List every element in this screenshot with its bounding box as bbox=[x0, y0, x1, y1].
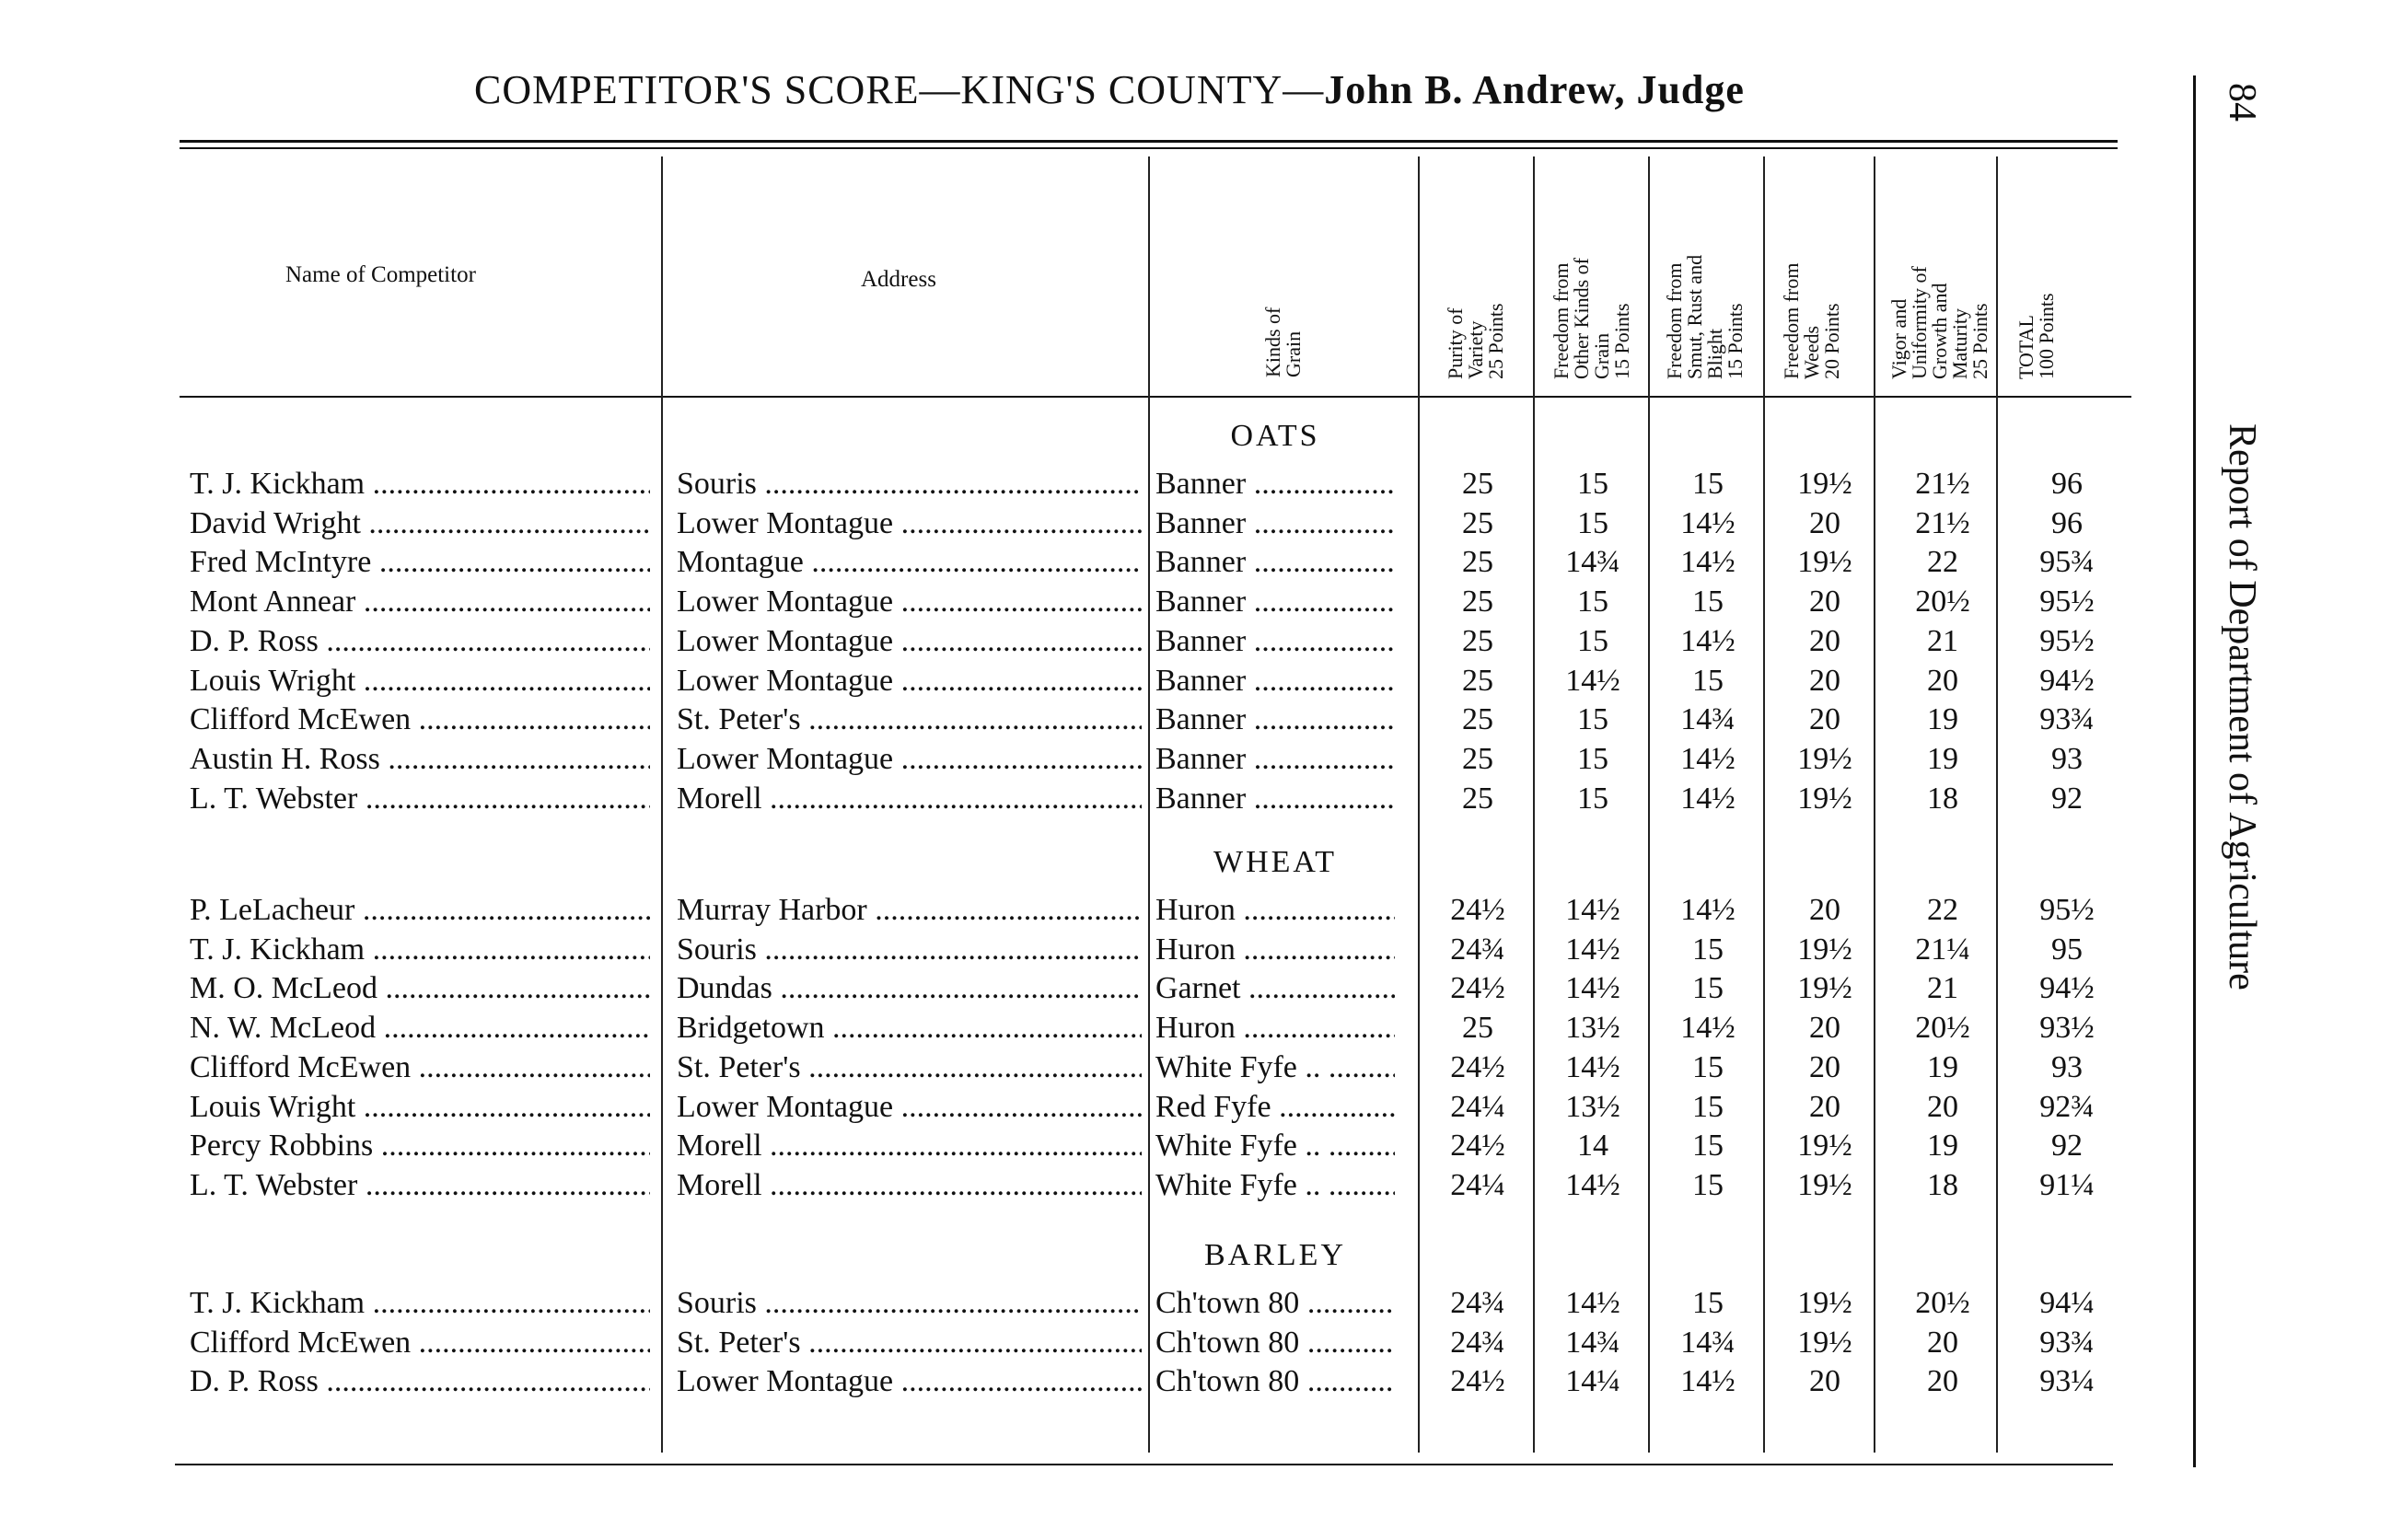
table-row bbox=[0, 1011, 2118, 1049]
competitor-address: St. Peter's ..... bbox=[677, 1326, 1142, 1361]
score-total: 95½ bbox=[2039, 893, 2095, 927]
score-purity: 25 bbox=[1462, 702, 1493, 737]
score-weeds: 20 bbox=[1809, 1089, 1840, 1124]
page-number: 84 bbox=[2221, 83, 2263, 122]
score-vigor: 21½ bbox=[1915, 467, 1970, 501]
score-total: 95 bbox=[2051, 932, 2083, 967]
competitor-name: N. W. McLeod ..... bbox=[190, 1011, 650, 1046]
score-vigor: 19 bbox=[1927, 702, 1958, 737]
grain-kind: Banner ..... bbox=[1155, 467, 1395, 502]
score-purity: 25 bbox=[1462, 741, 1493, 776]
score-other-kinds: 14½ bbox=[1565, 971, 1620, 1006]
header-name: Name of Competitor bbox=[285, 262, 476, 287]
score-total: 92 bbox=[2051, 1129, 2083, 1164]
competitor-address: Bridgetown ..... bbox=[677, 1011, 1142, 1046]
score-total: 96 bbox=[2051, 505, 2083, 540]
score-purity: 24¼ bbox=[1450, 1089, 1505, 1124]
score-total: 93 bbox=[2051, 741, 2083, 776]
score-vigor: 20½ bbox=[1915, 1286, 1970, 1320]
grain-kind: Banner ..... bbox=[1155, 624, 1395, 659]
score-weeds: 20 bbox=[1809, 893, 1840, 927]
score-smut: 14½ bbox=[1680, 893, 1736, 927]
score-smut: 14½ bbox=[1680, 741, 1736, 776]
grain-kind: Banner ..... bbox=[1155, 506, 1395, 541]
score-other-kinds: 15 bbox=[1577, 781, 1608, 816]
competitor-address: Lower Montague ..... bbox=[677, 742, 1142, 777]
grain-kind: Huron ..... bbox=[1155, 1011, 1395, 1046]
competitor-address: Murray Harbor ..... bbox=[677, 893, 1142, 928]
score-weeds: 19½ bbox=[1797, 467, 1852, 501]
table-row bbox=[0, 1364, 2118, 1403]
score-total: 93½ bbox=[2039, 1011, 2095, 1046]
table-row bbox=[0, 1168, 2118, 1207]
competitor-name: Fred McIntyre ..... bbox=[190, 545, 650, 580]
table-row bbox=[0, 1050, 2118, 1089]
score-weeds: 20 bbox=[1809, 623, 1840, 658]
grain-kind: White Fyfe .. ..... bbox=[1155, 1129, 1395, 1164]
competitor-address: Lower Montague ..... bbox=[677, 506, 1142, 541]
score-weeds: 19½ bbox=[1797, 1325, 1852, 1360]
section-heading: OATS bbox=[1230, 419, 1320, 453]
score-vigor: 21 bbox=[1927, 623, 1958, 658]
score-vigor: 20½ bbox=[1915, 585, 1970, 619]
score-weeds: 20 bbox=[1809, 1049, 1840, 1084]
score-smut: 15 bbox=[1692, 663, 1724, 698]
score-total: 92 bbox=[2051, 781, 2083, 816]
header-top-rule bbox=[180, 140, 2118, 143]
grain-kind: Banner ..... bbox=[1155, 664, 1395, 699]
score-other-kinds: 14½ bbox=[1565, 1286, 1620, 1320]
grain-kind: White Fyfe .. ..... bbox=[1155, 1050, 1395, 1085]
competitor-address: Souris ..... bbox=[677, 1286, 1142, 1321]
score-smut: 15 bbox=[1692, 1129, 1724, 1164]
score-weeds: 19½ bbox=[1797, 545, 1852, 580]
score-total: 93¼ bbox=[2039, 1364, 2095, 1399]
score-weeds: 20 bbox=[1809, 585, 1840, 619]
score-total: 94¼ bbox=[2039, 1286, 2095, 1320]
competitor-name: Clifford McEwen ..... bbox=[190, 1326, 650, 1361]
score-weeds: 20 bbox=[1809, 663, 1840, 698]
running-head bbox=[2210, 83, 2274, 1464]
header-total: TOTAL 100 Points bbox=[2014, 293, 2058, 379]
score-smut: 14½ bbox=[1680, 623, 1736, 658]
score-smut: 14½ bbox=[1680, 505, 1736, 540]
competitor-address: Morell ..... bbox=[677, 1168, 1142, 1203]
table-row bbox=[0, 664, 2118, 702]
score-other-kinds: 15 bbox=[1577, 741, 1608, 776]
report-title: Report of Department of Agriculture bbox=[2221, 423, 2263, 990]
header-freedom-smut: Freedom from Smut, Rust and Blight 15 Points bbox=[1663, 254, 1747, 379]
competitor-address: Souris ..... bbox=[677, 467, 1142, 502]
competitor-name: P. LeLacheur ..... bbox=[190, 893, 650, 928]
competitor-name: T. J. Kickham ..... bbox=[190, 467, 650, 502]
grain-kind: Huron ..... bbox=[1155, 893, 1395, 928]
score-smut: 14½ bbox=[1680, 1364, 1736, 1399]
title-main: COMPETITOR'S SCORE—KING'S COUNTY— bbox=[474, 67, 1325, 112]
score-weeds: 19½ bbox=[1797, 741, 1852, 776]
score-total: 95¾ bbox=[2039, 545, 2095, 580]
score-purity: 24¾ bbox=[1450, 1325, 1505, 1360]
score-purity: 25 bbox=[1462, 467, 1493, 501]
header-freedom-other-kinds: Freedom from Other Kinds of Grain 15 Points bbox=[1550, 258, 1633, 379]
score-smut: 15 bbox=[1692, 932, 1724, 967]
score-total: 94½ bbox=[2039, 971, 2095, 1006]
grain-kind: Red Fyfe ..... bbox=[1155, 1090, 1395, 1125]
margin-rule bbox=[2193, 75, 2196, 1467]
score-weeds: 19½ bbox=[1797, 1129, 1852, 1164]
competitor-address: Morell ..... bbox=[677, 782, 1142, 816]
score-other-kinds: 14½ bbox=[1565, 1049, 1620, 1084]
table-row bbox=[0, 585, 2118, 623]
competitor-address: Morell ..... bbox=[677, 1129, 1142, 1164]
score-purity: 24½ bbox=[1450, 1049, 1505, 1084]
grain-kind: Ch'town 80 ..... bbox=[1155, 1286, 1395, 1321]
competitor-address: St. Peter's ..... bbox=[677, 1050, 1142, 1085]
score-purity: 24¾ bbox=[1450, 1286, 1505, 1320]
score-vigor: 20 bbox=[1927, 663, 1958, 698]
title-judge: John B. Andrew, Judge bbox=[1324, 67, 1745, 112]
competitor-address: Lower Montague ..... bbox=[677, 1090, 1142, 1125]
grain-kind: Ch'town 80 ..... bbox=[1155, 1326, 1395, 1361]
score-purity: 25 bbox=[1462, 663, 1493, 698]
score-other-kinds: 13½ bbox=[1565, 1089, 1620, 1124]
competitor-address: Souris ..... bbox=[677, 932, 1142, 967]
score-other-kinds: 15 bbox=[1577, 702, 1608, 737]
score-total: 93¾ bbox=[2039, 1325, 2095, 1360]
header-address: Address bbox=[861, 267, 936, 292]
table-row bbox=[0, 545, 2118, 584]
competitor-name: L. T. Webster ..... bbox=[190, 782, 650, 816]
score-total: 94½ bbox=[2039, 663, 2095, 698]
competitor-name: Clifford McEwen ..... bbox=[190, 1050, 650, 1085]
score-vigor: 20 bbox=[1927, 1364, 1958, 1399]
competitor-name: T. J. Kickham ..... bbox=[190, 1286, 650, 1321]
score-vigor: 18 bbox=[1927, 781, 1958, 816]
score-weeds: 20 bbox=[1809, 505, 1840, 540]
table-row bbox=[0, 467, 2118, 505]
competitor-address: Lower Montague ..... bbox=[677, 585, 1142, 619]
score-other-kinds: 14¾ bbox=[1565, 545, 1620, 580]
grain-kind: Huron ..... bbox=[1155, 932, 1395, 967]
score-other-kinds: 15 bbox=[1577, 585, 1608, 619]
competitor-address: Dundas ..... bbox=[677, 971, 1142, 1006]
score-weeds: 19½ bbox=[1797, 1167, 1852, 1202]
table-row bbox=[0, 702, 2118, 741]
score-weeds: 19½ bbox=[1797, 932, 1852, 967]
score-other-kinds: 15 bbox=[1577, 467, 1608, 501]
score-other-kinds: 14½ bbox=[1565, 932, 1620, 967]
score-total: 91¼ bbox=[2039, 1167, 2095, 1202]
score-purity: 25 bbox=[1462, 1011, 1493, 1046]
competitor-name: Percy Robbins ..... bbox=[190, 1129, 650, 1164]
table-bottom-rule bbox=[175, 1464, 2113, 1465]
grain-kind: White Fyfe .. ..... bbox=[1155, 1168, 1395, 1203]
table-row bbox=[0, 1286, 2118, 1325]
score-smut: 14¾ bbox=[1680, 702, 1736, 737]
score-vigor: 21½ bbox=[1915, 505, 1970, 540]
score-total: 93¾ bbox=[2039, 702, 2095, 737]
score-other-kinds: 14½ bbox=[1565, 663, 1620, 698]
grain-kind: Banner ..... bbox=[1155, 742, 1395, 777]
score-vigor: 21¼ bbox=[1915, 932, 1970, 967]
competitor-name: M. O. McLeod ..... bbox=[190, 971, 650, 1006]
section-heading: WHEAT bbox=[1213, 845, 1337, 879]
competitor-address: Montague ..... bbox=[677, 545, 1142, 580]
score-vigor: 19 bbox=[1927, 1129, 1958, 1164]
score-other-kinds: 13½ bbox=[1565, 1011, 1620, 1046]
competitor-name: L. T. Webster ..... bbox=[190, 1168, 650, 1203]
table-row bbox=[0, 932, 2118, 971]
competitor-address: St. Peter's ..... bbox=[677, 702, 1142, 737]
score-purity: 25 bbox=[1462, 623, 1493, 658]
score-vigor: 22 bbox=[1927, 545, 1958, 580]
score-vigor: 20½ bbox=[1915, 1011, 1970, 1046]
competitor-address: Lower Montague ..... bbox=[677, 624, 1142, 659]
score-other-kinds: 14½ bbox=[1565, 893, 1620, 927]
score-purity: 25 bbox=[1462, 545, 1493, 580]
page-title bbox=[474, 66, 1910, 113]
score-weeds: 20 bbox=[1809, 702, 1840, 737]
header-kinds-of-grain: Kinds of Grain bbox=[1261, 307, 1305, 377]
score-smut: 15 bbox=[1692, 1049, 1724, 1084]
score-purity: 24½ bbox=[1450, 1364, 1505, 1399]
competitor-name: D. P. Ross ..... bbox=[190, 1364, 650, 1399]
score-purity: 25 bbox=[1462, 505, 1493, 540]
grain-kind: Banner ..... bbox=[1155, 702, 1395, 737]
score-other-kinds: 14¼ bbox=[1565, 1364, 1620, 1399]
score-smut: 15 bbox=[1692, 1089, 1724, 1124]
grain-kind: Banner ..... bbox=[1155, 545, 1395, 580]
competitor-name: David Wright ..... bbox=[190, 506, 650, 541]
competitor-name: Louis Wright ..... bbox=[190, 664, 650, 699]
score-total: 92¾ bbox=[2039, 1089, 2095, 1124]
score-other-kinds: 14¾ bbox=[1565, 1325, 1620, 1360]
score-purity: 24¼ bbox=[1450, 1167, 1505, 1202]
score-total: 93 bbox=[2051, 1049, 2083, 1084]
score-purity: 25 bbox=[1462, 585, 1493, 619]
score-other-kinds: 15 bbox=[1577, 623, 1608, 658]
competitor-address: Lower Montague ..... bbox=[677, 1364, 1142, 1399]
section-heading: BARLEY bbox=[1204, 1238, 1346, 1272]
score-weeds: 19½ bbox=[1797, 971, 1852, 1006]
header-freedom-weeds: Freedom from Weeds 20 Points bbox=[1780, 262, 1843, 379]
table-row bbox=[0, 971, 2118, 1010]
score-smut: 14½ bbox=[1680, 545, 1736, 580]
grain-kind: Ch'town 80 ..... bbox=[1155, 1364, 1395, 1399]
score-smut: 15 bbox=[1692, 971, 1724, 1006]
score-total: 96 bbox=[2051, 467, 2083, 501]
table-row bbox=[0, 1326, 2118, 1364]
table-row bbox=[0, 742, 2118, 781]
competitor-name: Austin H. Ross ..... bbox=[190, 742, 650, 777]
score-weeds: 19½ bbox=[1797, 1286, 1852, 1320]
competitor-name: Mont Annear ..... bbox=[190, 585, 650, 619]
score-vigor: 22 bbox=[1927, 893, 1958, 927]
competitor-name: D. P. Ross ..... bbox=[190, 624, 650, 659]
grain-kind: Banner ..... bbox=[1155, 585, 1395, 619]
score-smut: 14¾ bbox=[1680, 1325, 1736, 1360]
score-purity: 24½ bbox=[1450, 893, 1505, 927]
score-total: 95½ bbox=[2039, 585, 2095, 619]
score-smut: 14½ bbox=[1680, 1011, 1736, 1046]
score-vigor: 20 bbox=[1927, 1325, 1958, 1360]
grain-kind: Garnet ..... bbox=[1155, 971, 1395, 1006]
competitor-name: Clifford McEwen ..... bbox=[190, 702, 650, 737]
score-weeds: 19½ bbox=[1797, 781, 1852, 816]
table-row bbox=[0, 1090, 2118, 1129]
score-other-kinds: 14½ bbox=[1565, 1167, 1620, 1202]
score-purity: 24½ bbox=[1450, 1129, 1505, 1164]
score-total: 95½ bbox=[2039, 623, 2095, 658]
score-vigor: 18 bbox=[1927, 1167, 1958, 1202]
table-row bbox=[0, 506, 2118, 545]
competitor-name: Louis Wright ..... bbox=[190, 1090, 650, 1125]
score-vigor: 19 bbox=[1927, 741, 1958, 776]
score-vigor: 19 bbox=[1927, 1049, 1958, 1084]
table-row bbox=[0, 782, 2118, 820]
score-smut: 15 bbox=[1692, 585, 1724, 619]
competitor-address: Lower Montague ..... bbox=[677, 664, 1142, 699]
score-weeds: 20 bbox=[1809, 1011, 1840, 1046]
header-vigor: Vigor and Uniformity of Growth and Maturity 25 Points bbox=[1887, 266, 1991, 379]
score-smut: 14½ bbox=[1680, 781, 1736, 816]
score-vigor: 20 bbox=[1927, 1089, 1958, 1124]
score-other-kinds: 15 bbox=[1577, 505, 1608, 540]
score-purity: 24½ bbox=[1450, 971, 1505, 1006]
competitor-name: T. J. Kickham ..... bbox=[190, 932, 650, 967]
table-row bbox=[0, 893, 2118, 932]
score-smut: 15 bbox=[1692, 1286, 1724, 1320]
grain-kind: Banner ..... bbox=[1155, 782, 1395, 816]
score-purity: 25 bbox=[1462, 781, 1493, 816]
score-weeds: 20 bbox=[1809, 1364, 1840, 1399]
header-bottom-rule bbox=[180, 396, 2131, 398]
score-smut: 15 bbox=[1692, 467, 1724, 501]
score-other-kinds: 14 bbox=[1577, 1129, 1608, 1164]
table-row bbox=[0, 1129, 2118, 1167]
header-purity: Purity of Variety 25 Points bbox=[1444, 303, 1507, 379]
score-purity: 24¾ bbox=[1450, 932, 1505, 967]
score-vigor: 21 bbox=[1927, 971, 1958, 1006]
score-smut: 15 bbox=[1692, 1167, 1724, 1202]
table-row bbox=[0, 624, 2118, 663]
header-top-rule-thin bbox=[180, 147, 2118, 149]
